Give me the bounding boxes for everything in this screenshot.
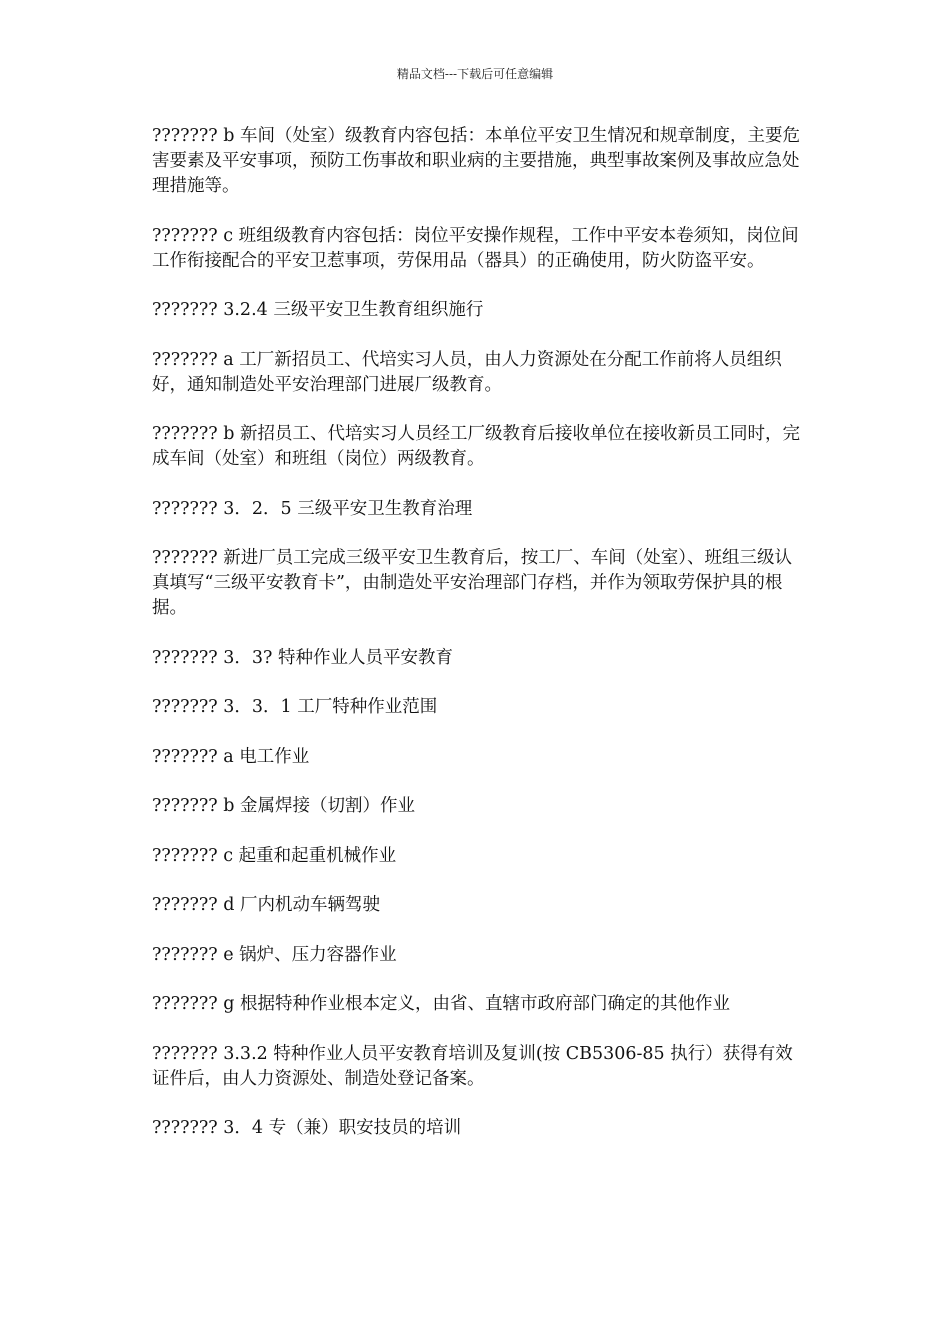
list-item-vehicle-driving: ??????? d 厂内机动车辆驾驶 <box>152 895 381 915</box>
paragraph-workshop-education: ??????? b 车间（处室）级教育内容包括：本单位平安卫生情况和规章制度，主要危害要素及平安事项，预防工伤事故和职业病的主要措施，典型事故案例及事故应急处理措施等。 <box>152 126 801 196</box>
list-item-other-work: ??????? g 根据特种作业根本定义，由省、直辖市政府部门确定的其他作业 <box>152 994 731 1014</box>
paragraph-new-staff-factory-education: ??????? a 工厂新招员工、代培实习人员，由人力资源处在分配工作前将人员组织好，通知制造处平安治理部门进展厂级教育。 <box>152 349 782 395</box>
section-heading-3-3-1: ??????? 3．3．1 工厂特种作业范围 <box>152 697 438 717</box>
section-heading-3-2-5: ??????? 3．2．5 三级平安卫生教育治理 <box>152 498 473 519</box>
document-body <box>152 124 800 1166</box>
section-heading-3-4: ??????? 3．4 专（兼）职安技员的培训 <box>152 1118 462 1138</box>
list-item-welding-work: ??????? b 金属焊接（切割）作业 <box>152 796 416 816</box>
list-item-electrical-work: ??????? a 电工作业 <box>152 746 310 767</box>
paragraph-new-staff-two-level-education: ??????? b 新招员工、代培实习人员经工厂级教育后接收单位在接收新员工同时，完成车间（处室）和班组（岗位）两级教育。 <box>152 424 801 469</box>
paragraph-team-education: ??????? c 班组级教育内容包括：岗位平安操作规程，工作中平安本卷须知，岗位间工作衔接配合的平安卫惹事项，劳保用品（器具）的正确使用，防火防盗平安。 <box>152 225 799 271</box>
list-item-boiler-work: ??????? e 锅炉、压力容器作业 <box>152 944 397 965</box>
page-header: 精品文档---下载后可任意编辑 <box>396 67 554 81</box>
section-heading-3-2-4: ??????? 3.2.4 三级平安卫生教育组织施行 <box>152 300 484 320</box>
paragraph-special-training: ??????? 3.3.2 特种作业人员平安教育培训及复训(按 CB5306-85 执行）获得有效证件后，由人力资源处、制造处登记备案。 <box>152 1043 793 1089</box>
list-item-lifting-work: ??????? c 起重和起重机械作业 <box>152 845 397 866</box>
section-heading-3-3: ??????? 3．3? 特种作业人员平安教育 <box>152 647 453 668</box>
paragraph-education-card: ??????? 新进厂员工完成三级平安卫生教育后，按工厂、车间（处室）、班组三级认真填写“三级平安教育卡”，由制造处平安治理部门存档，并作为领取劳保护具的根据。 <box>152 548 792 618</box>
